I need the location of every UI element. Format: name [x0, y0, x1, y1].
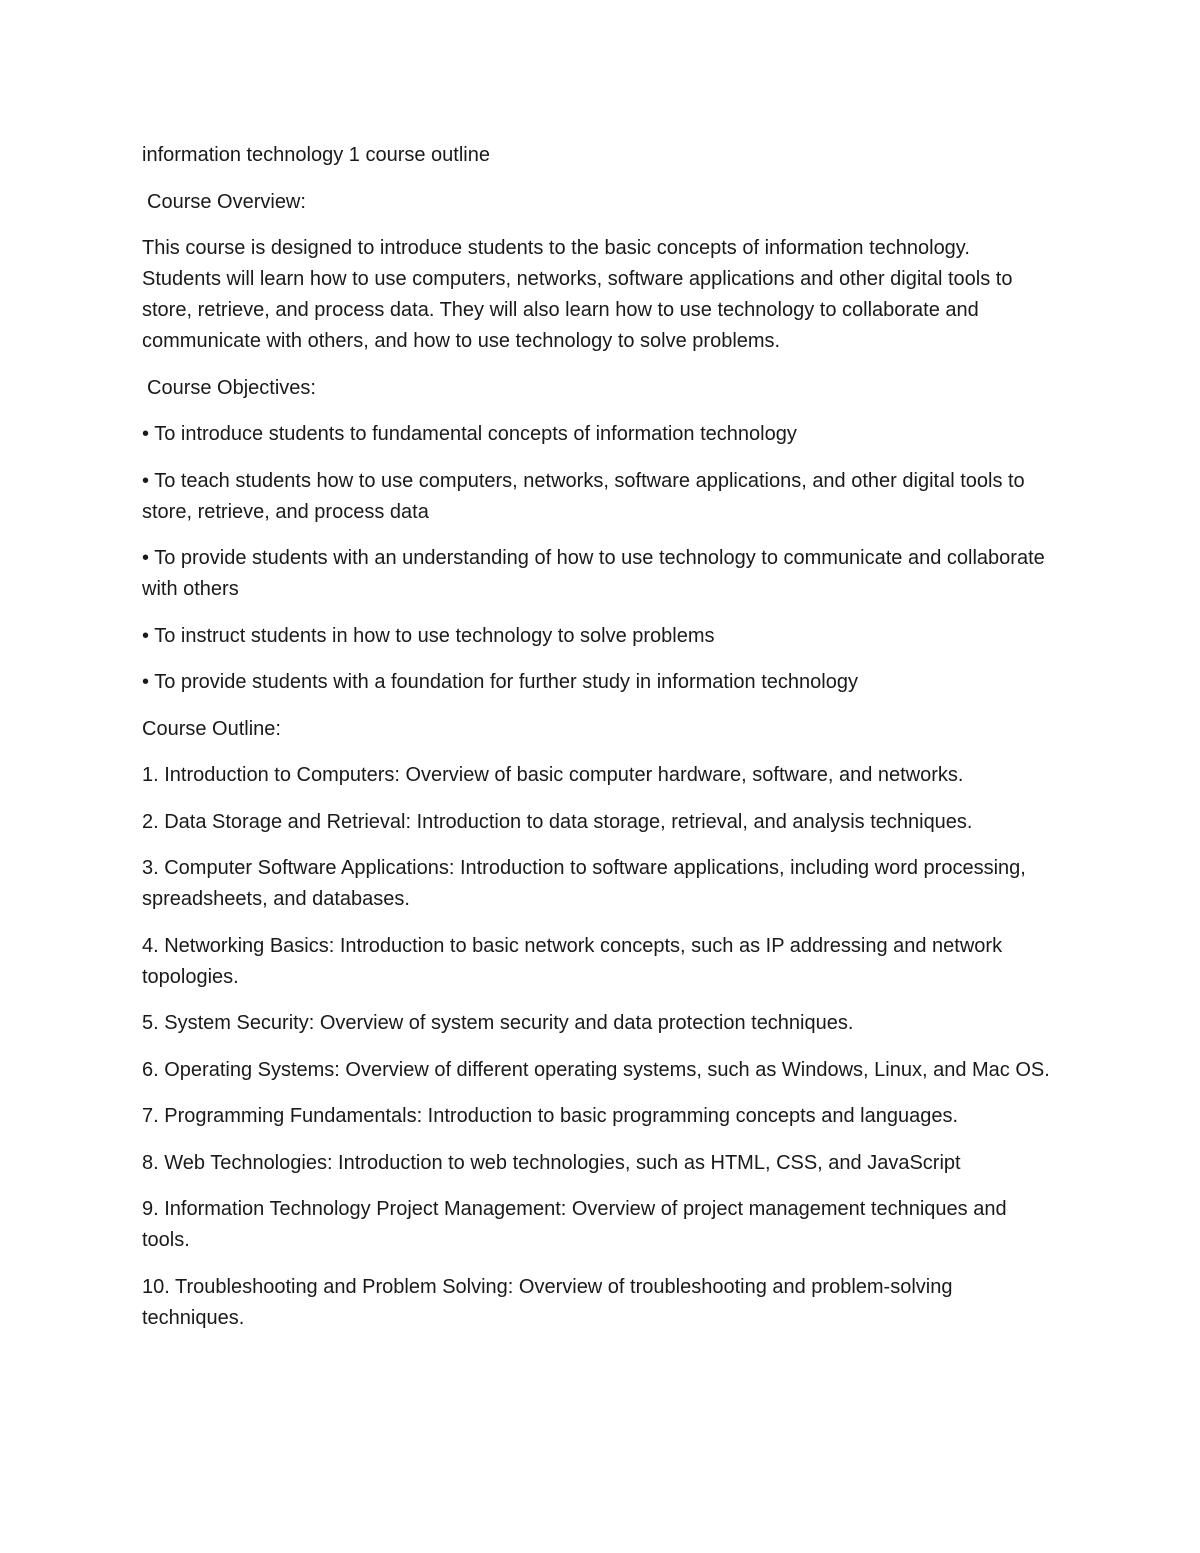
outline-item: 8. Web Technologies: Introduction to web technologies, such as HTML, CSS, and JavaScript: [142, 1151, 961, 1174]
outline-item: 7. Programming Fundamentals: Introduction to basic programming concepts and languages.: [142, 1105, 959, 1127]
objective-item: • To instruct students in how to use technology to solve problems: [142, 624, 715, 647]
outline-item: 9. Information Technology Project Management: Overview of project management techniques and tools.: [142, 1198, 1007, 1251]
objective-item: • To provide students with an understanding of how to use technology to communicate and collaborate with others: [142, 547, 1045, 600]
objectives-heading: Course Objectives:: [147, 376, 316, 399]
outline-item: 6. Operating Systems: Overview of different operating systems, such as Windows, Linux, and Mac OS.: [142, 1058, 1050, 1081]
objective-item: • To teach students how to use computers, networks, software applications, and other digital tools to store, retrieve, and process data: [142, 469, 1025, 523]
objective-item: • To introduce students to fundamental concepts of information technology: [142, 423, 797, 445]
document-body: [142, 140, 1052, 1349]
outline-item: 4. Networking Basics: Introduction to basic network concepts, such as IP addressing and network topologies.: [142, 934, 1003, 988]
overview-paragraph: This course is designed to introduce students to the basic concepts of information technology. Students will learn how to use computers, networks, software applications and other digital tools to store, retrieve, and process data. They will also learn how to use technology to collaborate and communicate with others, and how to use technology to solve problems.: [142, 237, 1013, 352]
outline-heading: Course Outline:: [142, 717, 281, 740]
outline-item: 10. Troubleshooting and Problem Solving: Overview of troubleshooting and problem-solving techniques.: [142, 1275, 953, 1329]
document-title: information technology 1 course outline: [142, 144, 490, 166]
outline-item: 1. Introduction to Computers: Overview of basic computer hardware, software, and networks.: [142, 764, 964, 786]
outline-item: 5. System Security: Overview of system security and data protection techniques.: [142, 1012, 854, 1034]
overview-heading: Course Overview:: [147, 190, 306, 213]
outline-item: 3. Computer Software Applications: Introduction to software applications, including word processing, spreadsheets, and databases.: [142, 857, 1026, 910]
objective-item: • To provide students with a foundation for further study in information technology: [142, 671, 858, 693]
outline-item: 2. Data Storage and Retrieval: Introduction to data storage, retrieval, and analysis techniques.: [142, 810, 973, 833]
